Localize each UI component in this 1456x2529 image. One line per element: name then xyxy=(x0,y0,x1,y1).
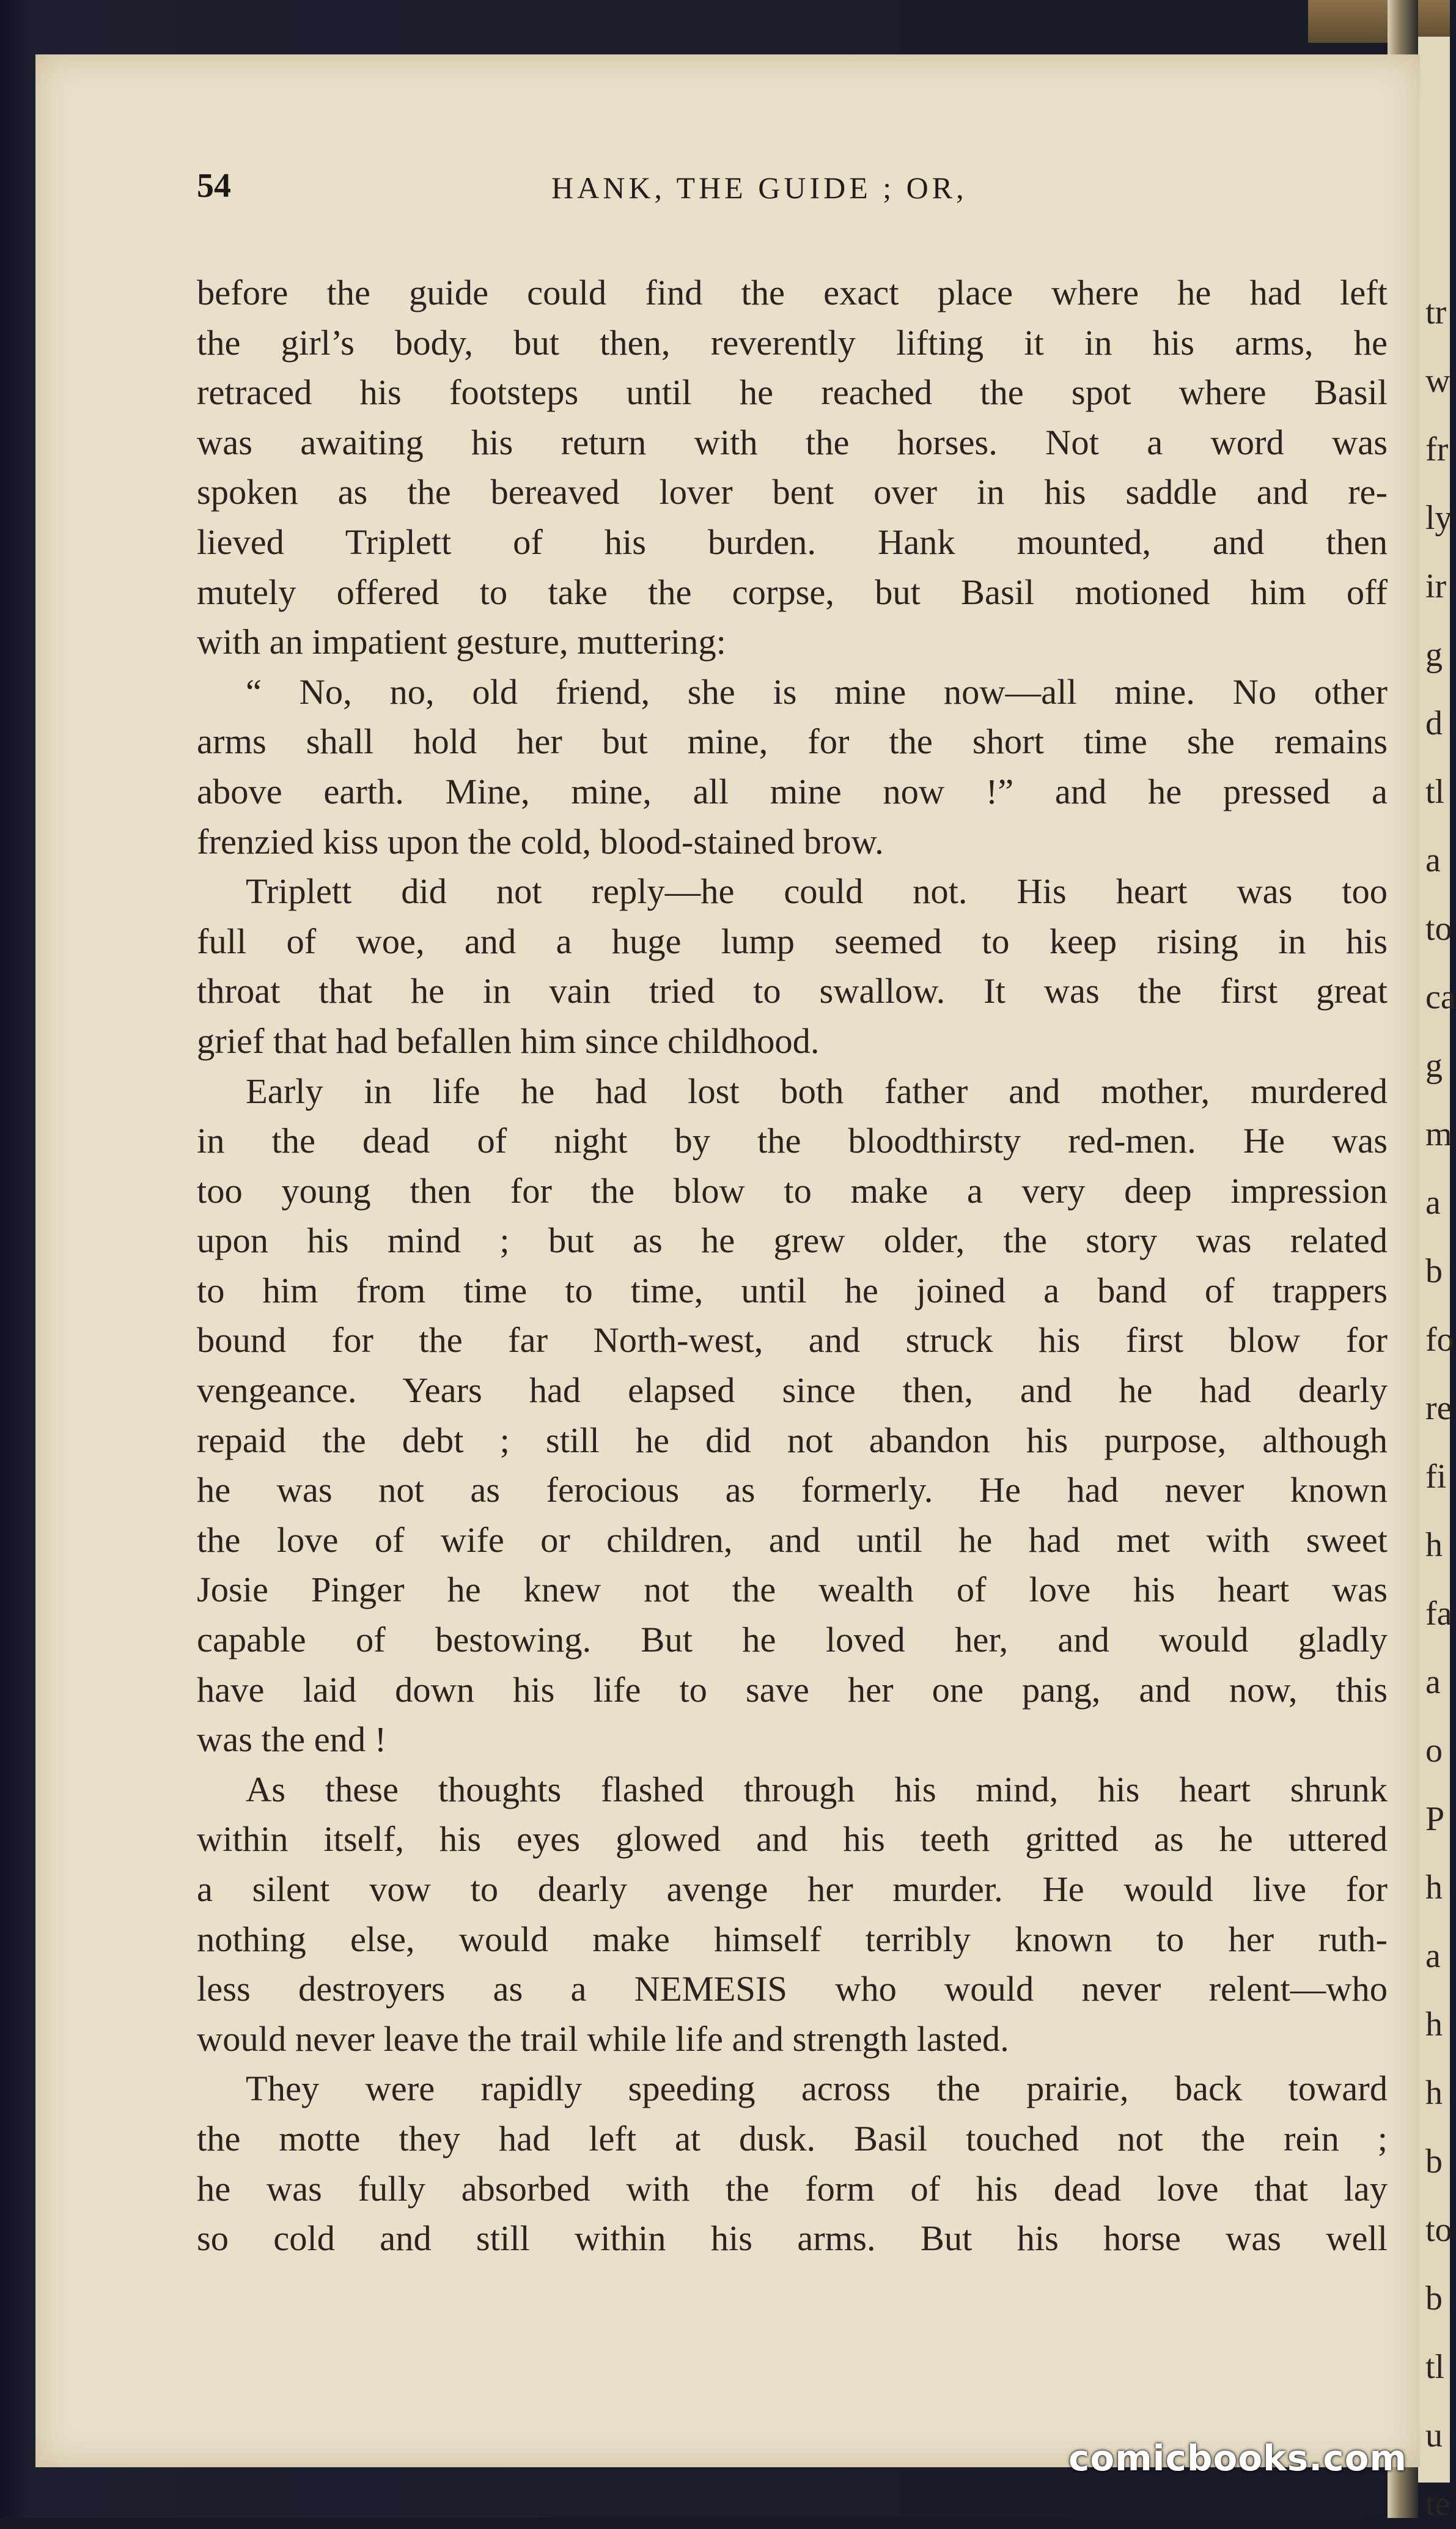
text-line: lieved Triplett of his burden. Hank mounted, and then xyxy=(197,522,1388,562)
adjacent-page-fragment: tl xyxy=(1425,773,1445,811)
text-line: retraced his footsteps until he reached the spot where Basil xyxy=(197,372,1388,413)
text-line: repaid the debt ; still he did not abandon his purpose, although xyxy=(197,1420,1388,1460)
text-line: a silent vow to dearly avenge her murder. He would live for xyxy=(197,1869,1388,1909)
text-line: so cold and still within his arms. But his horse was well xyxy=(197,2218,1388,2259)
text-line: within itself, his eyes glowed and his teeth gritted as he uttered xyxy=(197,1819,1388,1859)
text-line: full of woe, and a huge lump seemed to keep rising in his xyxy=(197,921,1388,961)
adjacent-page-fragment: g xyxy=(1425,1047,1443,1085)
text-line: less destroyers as a NEMESIS who would never relent—who xyxy=(197,1969,1388,2009)
text-line: arms shall hold her but mine, for the short time she remains xyxy=(197,722,1388,762)
text-line: above earth. Mine, mine, all mine now !” and he pressed a xyxy=(197,771,1388,811)
adjacent-page-fragment: b xyxy=(1425,2280,1443,2317)
adjacent-page-fragment: to xyxy=(1425,2211,1452,2249)
adjacent-page-fragment: ly xyxy=(1425,499,1452,537)
text-line: spoken as the bereaved lover bent over in his saddle and re- xyxy=(197,472,1388,512)
text-line: with an impatient gesture, muttering: xyxy=(197,622,726,662)
adjacent-page-edge xyxy=(1418,37,1456,2523)
adjacent-page-fragment: tr xyxy=(1425,294,1447,331)
body-text xyxy=(197,268,1388,2264)
text-line: mutely offered to take the corpse, but Basil motioned him off xyxy=(197,572,1388,612)
text-line: was awaiting his return with the horses. Not a word was xyxy=(197,422,1388,462)
adjacent-page-fragment: h xyxy=(1425,2006,1443,2044)
text-line: to him from time to time, until he joined a band of trappers xyxy=(197,1270,1388,1310)
watermark: comicbooks.com xyxy=(1068,2437,1407,2479)
running-head: HANK, THE GUIDE ; OR, xyxy=(551,171,968,205)
adjacent-page-fragment: a xyxy=(1425,1663,1441,1701)
text-line: he was fully absorbed with the form of his dead love that lay xyxy=(197,2168,1388,2209)
text-line: “ No, no, old friend, she is mine now—all mine. No other xyxy=(246,671,1388,712)
adjacent-page-fragment: a xyxy=(1425,1184,1441,1222)
adjacent-page-fragment: fr xyxy=(1425,430,1449,468)
adjacent-page-fragment: ca xyxy=(1425,978,1456,1016)
text-line: would never leave the trail while life and strength lasted. xyxy=(197,2018,1009,2059)
text-line: was the end ! xyxy=(197,1719,387,1760)
text-line: Josie Pinger he knew not the wealth of love his heart was xyxy=(197,1570,1388,1610)
text-line: grief that had befallen him since childhood. xyxy=(197,1021,820,1061)
adjacent-page-fragment: a xyxy=(1425,841,1441,879)
adjacent-page-fragment: te xyxy=(1425,2485,1450,2523)
page-header xyxy=(197,166,1389,221)
text-line: vengeance. Years had elapsed since then, and he had dearly xyxy=(197,1370,1388,1411)
adjacent-page-fragment: b xyxy=(1425,1252,1443,1290)
text-line: capable of bestowing. But he loved her, and would gladly xyxy=(197,1620,1388,1660)
adjacent-page-fragment: o xyxy=(1425,1732,1443,1770)
text-line: the girl’s body, but then, reverently lifting it in his arms, he xyxy=(197,322,1388,363)
text-line: As these thoughts flashed through his mind, his heart shrunk xyxy=(246,1769,1388,1809)
adjacent-page-fragment: fi xyxy=(1425,1458,1447,1496)
adjacent-page-fragment: tl xyxy=(1425,2348,1445,2386)
adjacent-page-fragment: to xyxy=(1425,910,1452,948)
adjacent-page-fragment: m xyxy=(1425,1115,1452,1153)
text-line: the motte they had left at dusk. Basil touched not the rein ; xyxy=(197,2118,1388,2158)
text-line: throat that he in vain tried to swallow. It was the first great xyxy=(197,971,1388,1011)
adjacent-page-fragment: d xyxy=(1425,704,1443,742)
text-line: in the dead of night by the bloodthirsty red-men. He was xyxy=(197,1121,1388,1161)
adjacent-page-fragment: h xyxy=(1425,1869,1443,1907)
text-line: have laid down his life to save her one pang, and now, this xyxy=(197,1669,1388,1710)
text-line: too young then for the blow to make a very deep impression xyxy=(197,1170,1388,1211)
text-line: the love of wife or children, and until he had met with sweet xyxy=(197,1519,1388,1560)
adjacent-page-fragment: fo xyxy=(1425,1321,1454,1359)
adjacent-page-fragment: h xyxy=(1425,2074,1443,2112)
adjacent-page-fragment: P xyxy=(1425,1800,1445,1838)
text-line: bound for the far North-west, and struck his first blow for xyxy=(197,1320,1388,1360)
adjacent-page-fragment: h xyxy=(1425,1526,1443,1564)
text-line: nothing else, would make himself terribly known to her ruth- xyxy=(197,1919,1388,1959)
adjacent-page-fragment: b xyxy=(1425,2143,1443,2180)
text-line: Triplett did not reply—he could not. His heart was too xyxy=(246,871,1388,912)
adjacent-page-fragment: ir xyxy=(1425,567,1447,605)
adjacent-page-fragment: fa xyxy=(1425,1595,1452,1633)
text-line: before the guide could find the exact place where he had left xyxy=(197,273,1388,312)
text-line: They were rapidly speeding across the prairie, back toward xyxy=(246,2069,1388,2109)
text-line: Early in life he had lost both father and mother, murdered xyxy=(246,1071,1388,1111)
adjacent-page-fragment: u xyxy=(1425,2416,1443,2454)
adjacent-page-fragment: w xyxy=(1425,362,1450,400)
text-line: upon his mind ; but as he grew older, the story was related xyxy=(197,1220,1388,1261)
adjacent-page-fragment: a xyxy=(1425,1937,1441,1975)
text-line: he was not as ferocious as formerly. He had never known xyxy=(197,1470,1388,1510)
page-number: 54 xyxy=(197,167,231,205)
adjacent-page-fragment: re xyxy=(1425,1389,1452,1427)
adjacent-page-fragment: g xyxy=(1425,636,1443,674)
text-line: frenzied kiss upon the cold, blood-stained brow. xyxy=(197,821,884,862)
